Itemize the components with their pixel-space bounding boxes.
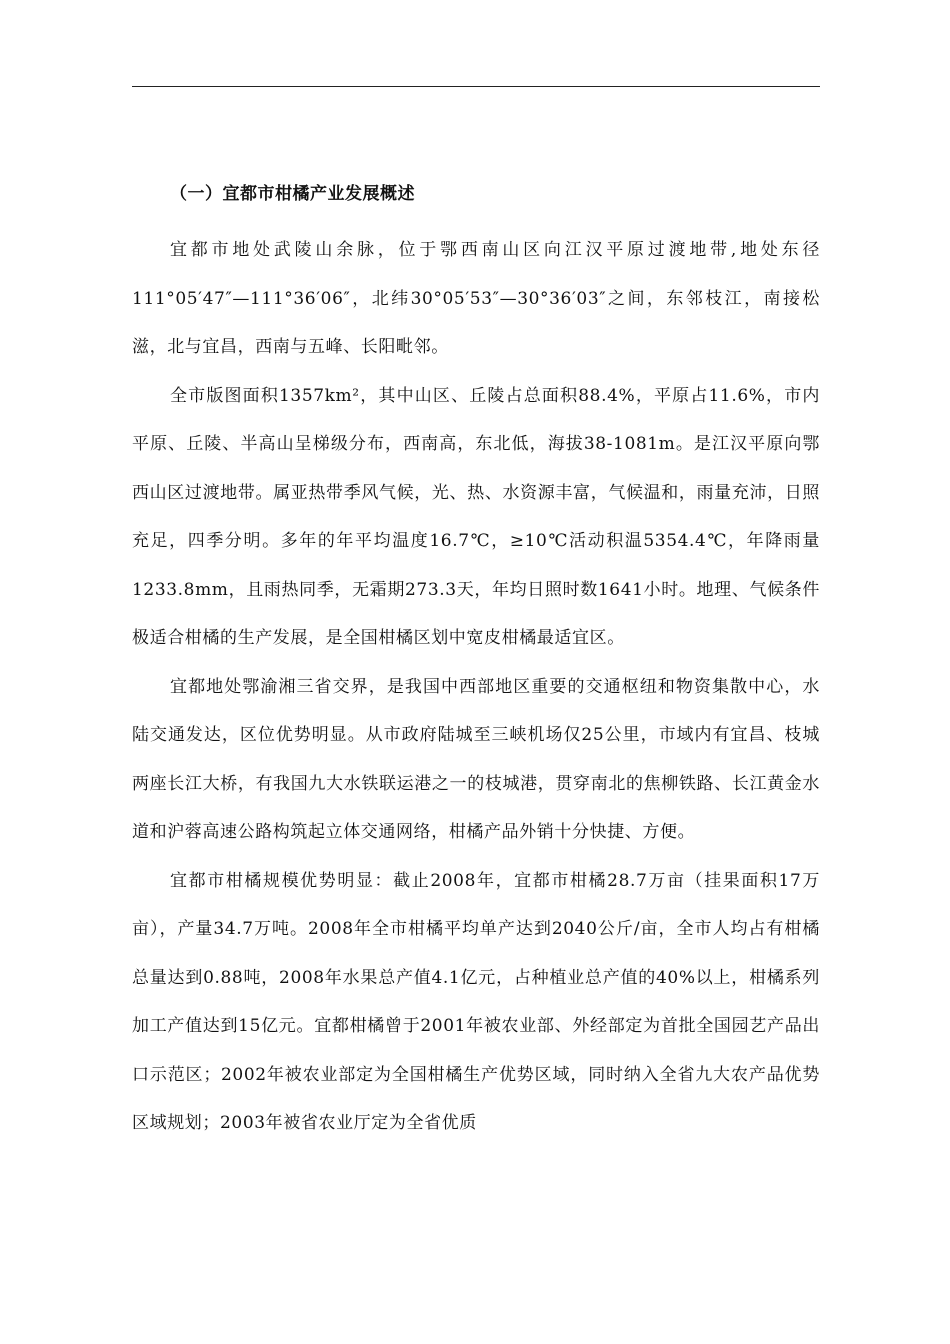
paragraph-scale: 宜都市柑橘规模优势明显：截止2008年，宜都市柑橘28.7万亩（挂果面积17万亩），产量34.7万吨。2008年全市柑橘平均单产达到2040公斤/亩，全市人均占有柑橘总量达到0.88吨，2008年水果总产值4.1亿元，占种植业总产值的40%以上，柑橘系列加工产值达到15亿元。宜都柑橘曾于2001年被农业部、外经部定为首批全国园艺产品出口示范区；2002年被农业部定为全国柑橘生产优势区域，同时纳入全省九大农产品优势区域规划；2003年被省农业厅定为全省优质 xyxy=(132,870,820,1133)
header-rule xyxy=(132,86,820,87)
paragraph-climate: 全市版图面积1357km²，其中山区、丘陵占总面积88.4%，平原占11.6%，市内平原、丘陵、半高山呈梯级分布，西南高，东北低，海拔38-1081m。是江汉平原向鄂西山区过渡地带。属亚热带季风气候，光、热、水资源丰富，气候温和，雨量充沛，日照充足，四季分明。多年的年平均温度16.7℃，≥10℃活动积温5354.4℃，年降雨量1233.8mm，且雨热同季，无霜期273.3天，年均日照时数1641小时。地理、气候条件极适合柑橘的生产发展，是全国柑橘区划中宽皮柑橘最适宜区。 xyxy=(132,385,820,648)
paragraph-transport: 宜都地处鄂渝湘三省交界，是我国中西部地区重要的交通枢纽和物资集散中心，水陆交通发达，区位优势明显。从市政府陆城至三峡机场仅25公里，市域内有宜昌、枝城两座长江大桥，有我国九大水铁联运港之一的枝城港，贯穿南北的焦柳铁路、长江黄金水道和沪蓉高速公路构筑起立体交通网络，柑橘产品外销十分快捷、方便。 xyxy=(132,676,820,842)
paragraph-location: 宜都市地处武陵山余脉，位于鄂西南山区向江汉平原过渡地带,地处东径111°05′47″—111°36′06″，北纬30°05′53″—30°36′03″之间，东邻枝江，南接松滋，北与宜昌，西南与五峰、长阳毗邻。 xyxy=(132,240,820,357)
document-body xyxy=(132,178,820,1148)
section-title: （一）宜都市柑橘产业发展概述 xyxy=(170,184,415,204)
